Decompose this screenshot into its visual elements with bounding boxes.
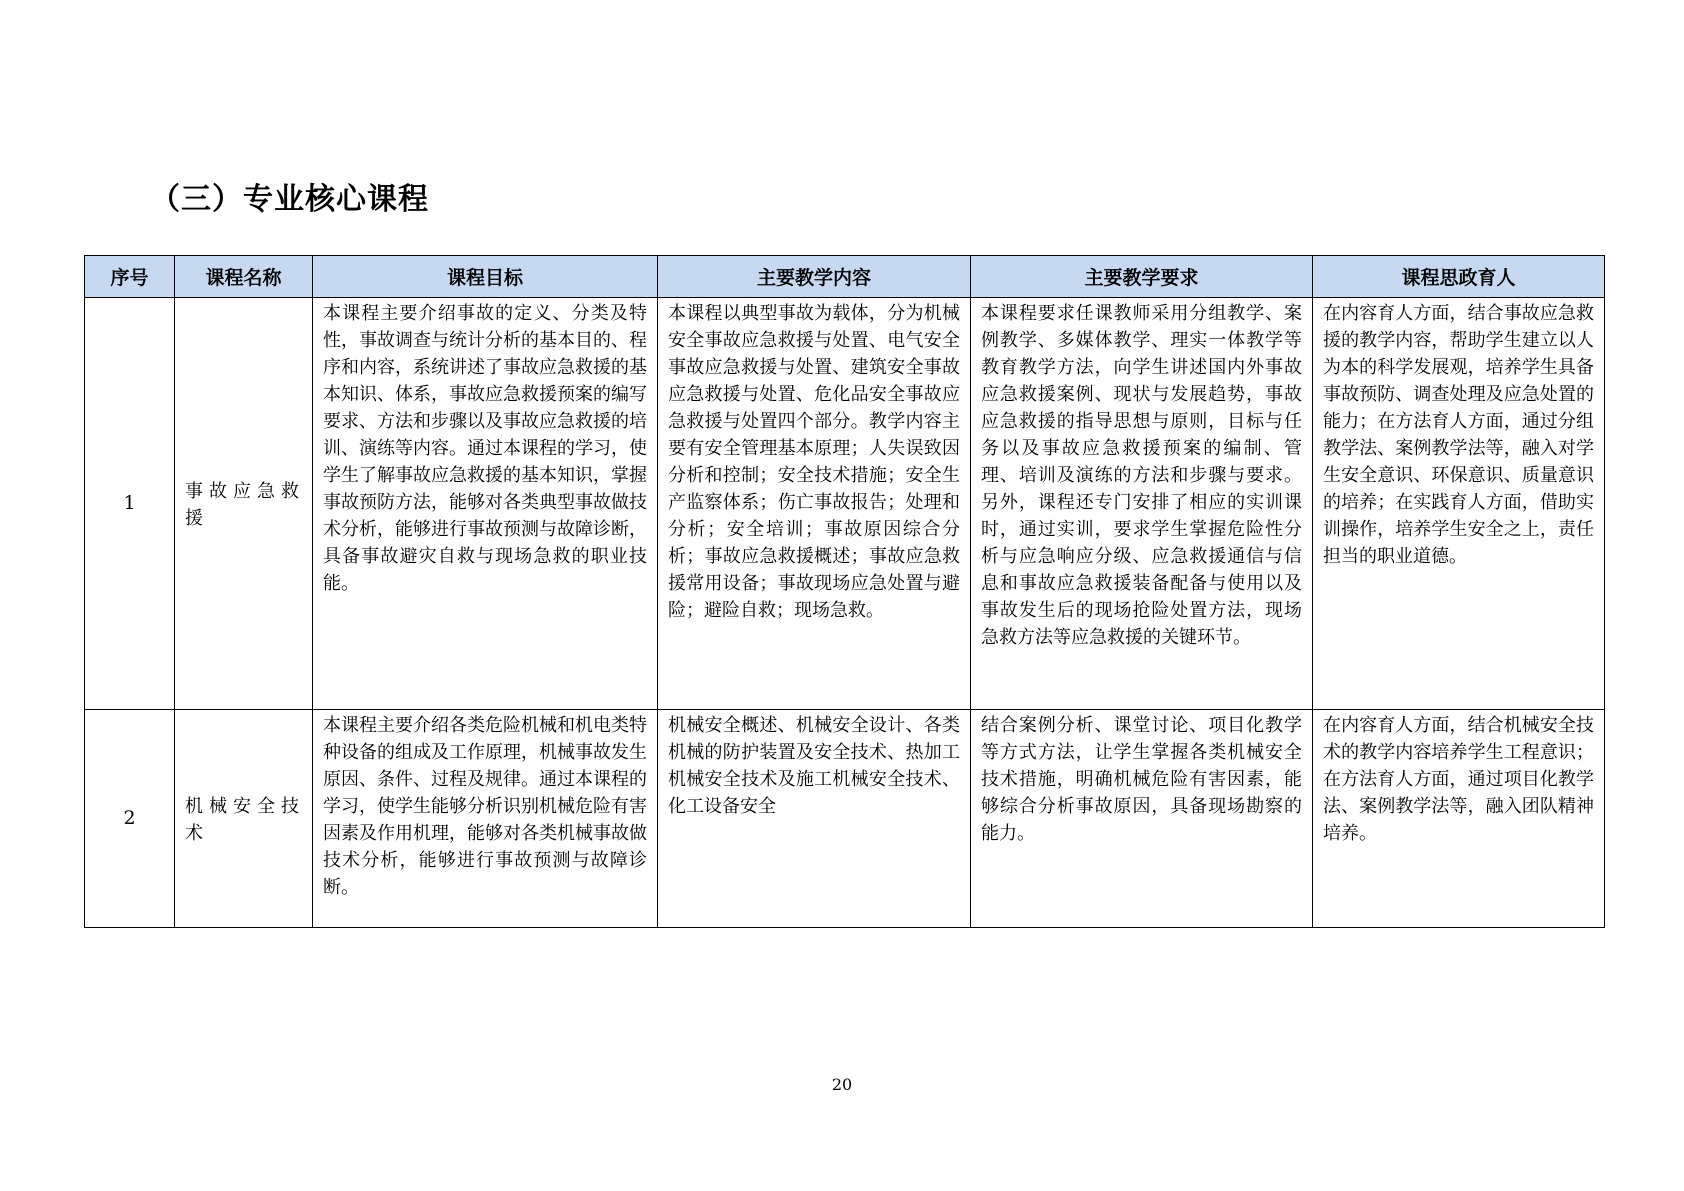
course-table [84,255,1605,928]
main-requirement: 本课程要求任课教师采用分组教学、案例教学、多媒体教学、理实一体教学等教育教学方法，向学生讲述国内外事故应急救援案例、现状与发展趋势，事故应急救援的指导思想与原则，目标与任务以及事故应急救援预案的编制、管理、培训及演练的方法和步骤与要求。另外，课程还专门安排了相应的实训课时，通过实训，要求学生掌握危险性分析与应急响应分级、应急救援通信与信息和事故应急救援装备配备与使用以及事故发生后的现场抢险处置方法，现场急救方法等应急救援的关键环节。 [971,298,1313,710]
main-content: 本课程以典型事故为载体，分为机械安全事故应急救援与处置、电气安全事故应急救援与处置、建筑安全事故应急救援与处置、危化品安全事故应急救援与处置四个部分。教学内容主要有安全管理基本原理；人失误致因分析和控制；安全技术措施；安全生产监察体系；伤亡事故报告；处理和分析；安全培训；事故原因综合分析；事故应急救援概述；事故应急救援常用设备；事故现场应急处置与避险；避险自救；现场急救。 [658,298,971,710]
course-name: 事故应急救援 [175,298,313,710]
table-row [85,298,1605,710]
ideology: 在内容育人方面，结合事故应急救援的教学内容，帮助学生建立以人为本的科学发展观，培养学生具备事故预防、调查处理及应急处置的能力；在方法育人方面，通过分组教学法、案例教学法等，融入对学生安全意识、环保意识、质量意识的培养；在实践育人方面，借助实训操作，培养学生安全之上，责任担当的职业道德。 [1313,298,1605,710]
header-main-content: 主要教学内容 [658,256,971,298]
header-main-requirement: 主要教学要求 [971,256,1313,298]
course-name: 机械安全技术 [175,710,313,928]
section-title: （三）专业核心课程 [150,182,429,217]
header-course-name: 课程名称 [175,256,313,298]
table-header-row [85,256,1605,298]
table-row [85,710,1605,928]
header-course-goal: 课程目标 [313,256,658,298]
main-content: 机械安全概述、机械安全设计、各类机械的防护装置及安全技术、热加工机械安全技术及施工机械安全技术、化工设备安全 [658,710,971,928]
page-number: 20 [831,1075,853,1094]
row-index: 2 [85,710,175,928]
course-goal: 本课程主要介绍各类危险机械和机电类特种设备的组成及工作原理，机械事故发生原因、条件、过程及规律。通过本课程的学习，使学生能够分析识别机械危险有害因素及作用机理，能够对各类机械事故做技术分析，能够进行事故预测与故障诊断。 [313,710,658,928]
header-ideology: 课程思政育人 [1313,256,1605,298]
header-index: 序号 [85,256,175,298]
row-index: 1 [85,298,175,710]
course-goal: 本课程主要介绍事故的定义、分类及特性，事故调查与统计分析的基本目的、程序和内容，系统讲述了事故应急救援的基本知识、体系，事故应急救援预案的编写要求、方法和步骤以及事故应急救援的培训、演练等内容。通过本课程的学习，使学生了解事故应急救援的基本知识，掌握事故预防方法，能够对各类典型事故做技术分析，能够进行事故预测与故障诊断，具备事故避灾自救与现场急救的职业技能。 [313,298,658,710]
ideology: 在内容育人方面，结合机械安全技术的教学内容培养学生工程意识；在方法育人方面，通过项目化教学法、案例教学法等，融入团队精神培养。 [1313,710,1605,928]
main-requirement: 结合案例分析、课堂讨论、项目化教学等方式方法，让学生掌握各类机械安全技术措施，明确机械危险有害因素，能够综合分析事故原因，具备现场勘察的能力。 [971,710,1313,928]
